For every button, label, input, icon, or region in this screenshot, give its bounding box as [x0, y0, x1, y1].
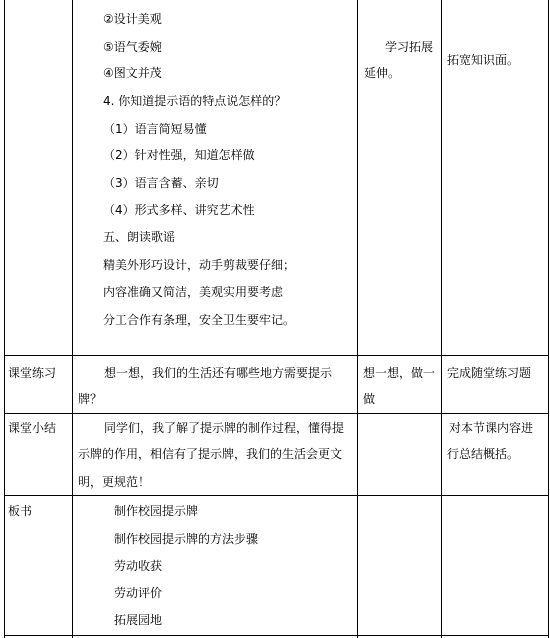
- content-line: 内容准确又简洁，美观实用要考虑: [103, 285, 284, 299]
- col-divider-2: [357, 0, 358, 638]
- table-border-right: [548, 0, 549, 638]
- content-line: 4. 你知道提示语的特点说怎样的？: [103, 94, 287, 108]
- row-divider-2: [4, 413, 549, 414]
- content-line: ②设计美观: [103, 12, 162, 26]
- row-label-board: 板书: [8, 504, 33, 518]
- practice-activity: 想一想，做一: [363, 366, 436, 380]
- content-line: （4）形式多样、讲究艺术性: [103, 203, 255, 217]
- summary-intent: 行总结概括。: [447, 447, 520, 461]
- content-line: 分工合作有条理，安全卫生要牢记。: [103, 313, 296, 327]
- content-line: 五、朗读歌谣: [103, 230, 176, 244]
- practice-intent: 完成随堂练习题: [447, 366, 532, 380]
- activity-text: 延伸。: [364, 66, 401, 80]
- practice-activity: 做: [363, 392, 376, 406]
- table-border-left: [4, 0, 5, 638]
- board-item: 劳动收获: [114, 559, 163, 573]
- content-line: （2）针对性强，知道怎样做: [103, 148, 255, 162]
- activity-text: 学习拓展: [385, 40, 434, 54]
- col-divider-3: [441, 0, 442, 638]
- board-item: 拓展园地: [114, 613, 163, 627]
- summary-content: 示牌的作用，相信有了提示牌，我们的生活会更文: [78, 447, 343, 461]
- content-line: ⑤语气委婉: [103, 40, 162, 54]
- summary-intent: 对本节课内容进: [449, 421, 534, 435]
- content-line: 精美外形巧设计，动手剪裁要仔细；: [103, 258, 296, 272]
- board-item: 制作校园提示牌: [114, 504, 199, 518]
- content-line: （3）语言含蓄、亲切: [103, 176, 219, 190]
- summary-content: 同学们，我了解了提示牌的制作过程，懂得提: [104, 421, 345, 435]
- content-line: （1）语言简短易懂: [103, 122, 207, 136]
- row-divider-3: [4, 495, 549, 496]
- practice-content: 想一想，我们的生活还有哪些地方需要提示: [104, 366, 333, 380]
- board-item: 制作校园提示牌的方法步骤: [114, 532, 259, 546]
- practice-content: 牌？: [78, 392, 103, 406]
- content-line: ④图文并茂: [103, 66, 162, 80]
- board-item: 劳动评价: [114, 586, 163, 600]
- row-divider-1: [4, 355, 549, 356]
- summary-content: 明，更规范！: [78, 475, 151, 489]
- col-divider-1: [72, 0, 73, 638]
- table-border-bottom: [4, 635, 549, 636]
- intent-text: 拓宽知识面。: [447, 53, 520, 67]
- row-label-summary: 课堂小结: [8, 421, 57, 435]
- row-label-practice: 课堂练习: [8, 366, 57, 380]
